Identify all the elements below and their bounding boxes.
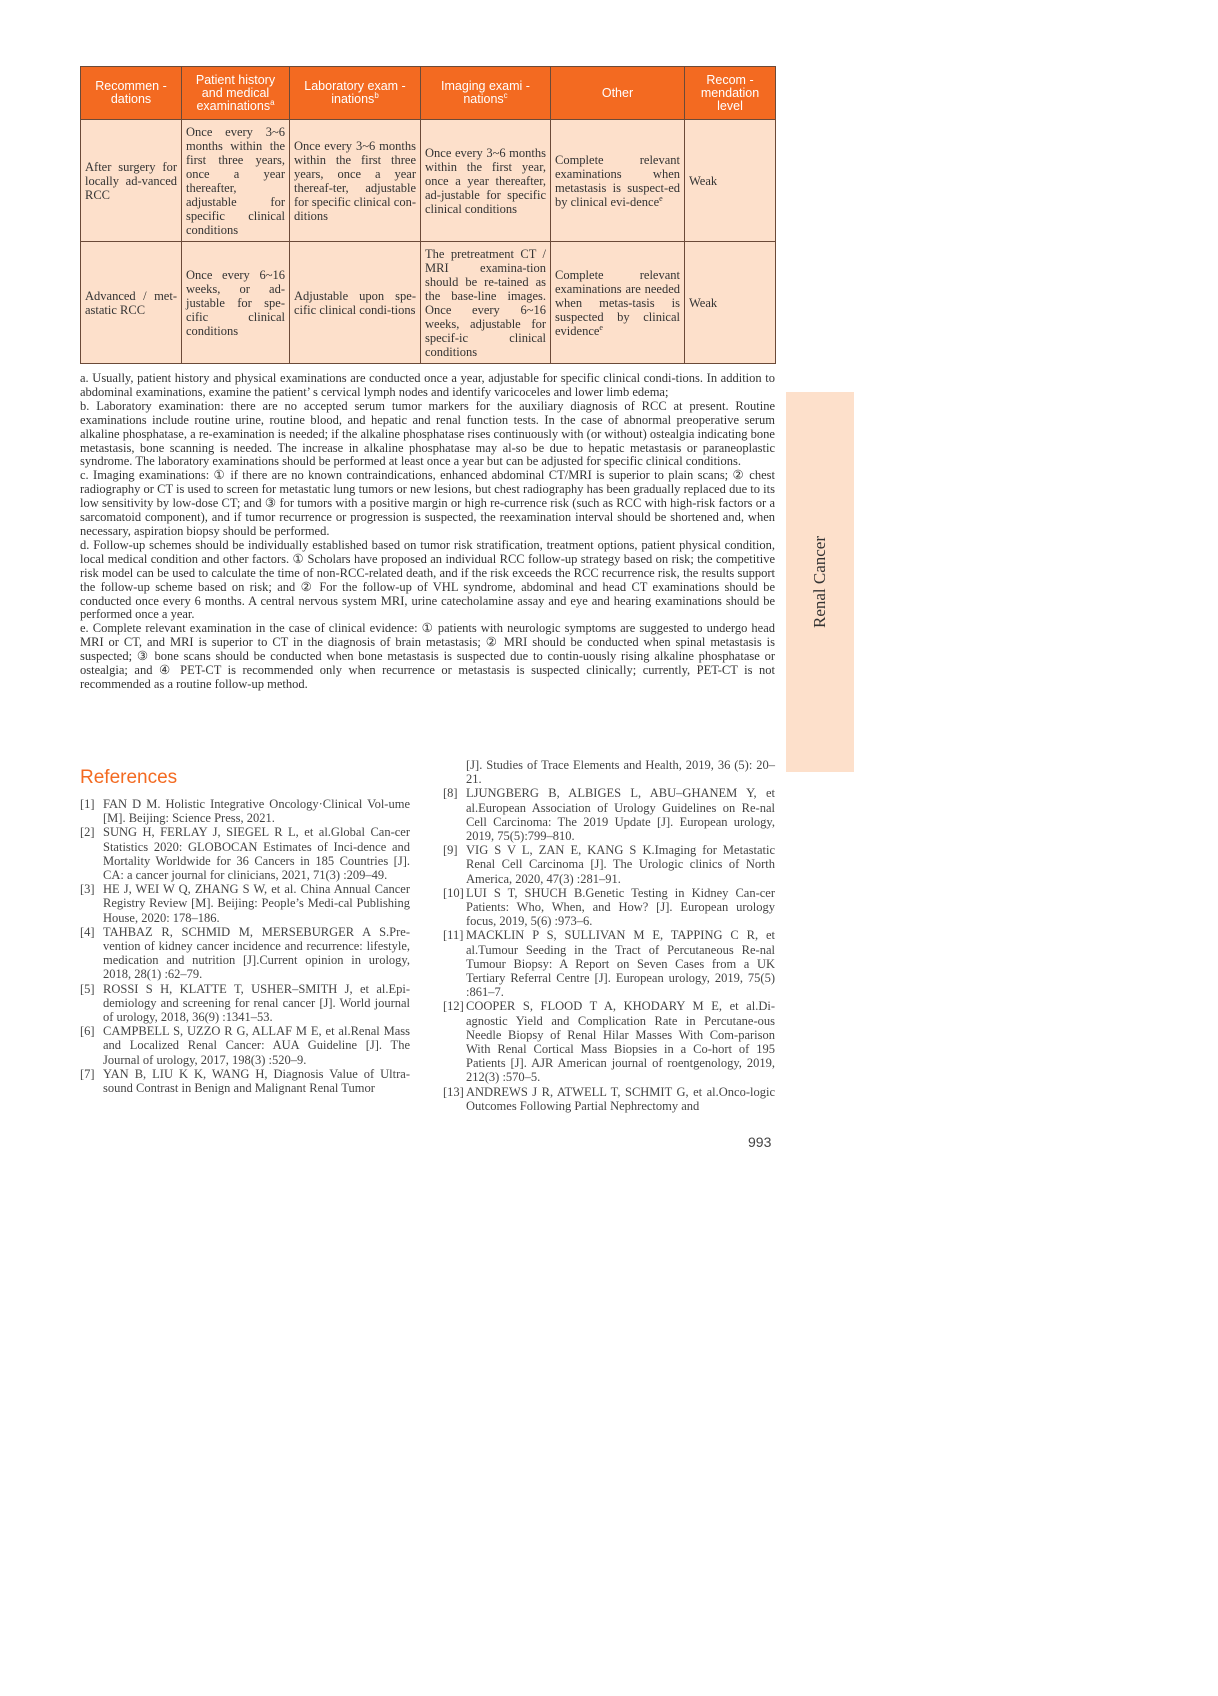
note-c: c. Imaging examinations: ① if there are no known contraindications, enhanced abdominal CT/MRI is superior to plain scans; ② chest radiography or CT is used to screen for metastatic lung tumors or new lesions, but chest radiography has been gradually replaced due to its low sensitivity by low-dose CT; and ③ for tumors with a positive margin or high re-currence risk (such as RCC with high-risk factors or a sarcomatoid component), and if tumor recurrence or progression is suspected, the reexamination interval should be shortened and, when necessary, aspiration biopsy should be performed. xyxy=(80,468,775,538)
references-heading: References xyxy=(80,767,178,788)
cell-recommendation: Advanced / met-astatic RCC xyxy=(81,242,182,364)
reference-item: [1] FAN D M. Holistic Integrative Oncology·Clinical Vol-ume [M]. Beijing: Science Press, 2021. xyxy=(80,797,410,826)
header-patient-history: Patient history and medical examinations$^a$ xyxy=(182,67,290,120)
reference-item: [4] TAHBAZ R, SCHMID M, MERSEBURGER A S.Pre-vention of kidney cancer incidence and recurrence: lifestyle, medication and nutrition [J].Current opinion in urology, 2018, 28(1) :62–79. xyxy=(80,924,410,982)
table-notes xyxy=(80,372,775,692)
reference-item: [2] SUNG H, FERLAY J, SIEGEL R L, et al.Global Can-cer Statistics 2020: GLOBOCAN Estimates of Inci-dence and Mortality Worldwide for 36 Cancers in 185 Countries [J]. CA: a cancer journal for clinicians, 2021, 71(3) :209–49. xyxy=(80,825,410,883)
note-b: b. Laboratory examination: there are no accepted serum tumor markers for the auxiliary diagnosis of RCC at present. Routine examinations include routine urine, routine blood, and hepatic and renal function tests. In the case of abnormal preoperative serum alkaline phosphatase, a re-examination is needed; if the alkaline phosphatase rises continuously with (or without) ostealgia indicating bone metastasis, bone scanning is needed. The increase in alkaline phosphatase may al-so be due to hepatic metastasis or paraneoplastic syndrome. The laboratory examinations should be performed at least once a year but can be adjusted for specific clinical conditions. xyxy=(80,398,775,469)
table-row xyxy=(81,242,776,364)
references-left-column xyxy=(80,797,410,1095)
note-d: d. Follow-up schemes should be individually established based on tumor risk stratification, treatment options, patient physical condition, local medical condition and other factors. ① Scholars have proposed an individual RCC follow-up strategy based on risk; the competitive risk model can be used to calculate the time of non-RCC-related death, and if the risk exceeds the RCC recurrence risk, the results support the follow-up scheme based on risk; and ② For the follow-up of VHL syndrome, abdominal and head CT examinations should be conducted once every 6 months. A central nervous system MRI, urine catecholamine assay and eye and hearing examinations should be performed once a year. xyxy=(80,537,775,622)
reference-item: [10] LUI S T, SHUCH B.Genetic Testing in Kidney Can-cer Patients: Who, When, and How? [J]. European urology focus, 2019, 5(6) :973–6. xyxy=(443,885,775,929)
note-a: a. Usually, patient history and physical examinations are conducted once a year, adjustable for specific clinical condi-tions. In addition to abdominal examinations, examine the patient’ s cervical lymph nodes and identify varicoceles and lower limb edema; xyxy=(80,371,775,399)
page-number: 993 xyxy=(748,1134,772,1150)
cell-history: Once every 3~6 months within the first three years, once a year thereafter, adjustable for specific clinical conditions xyxy=(182,120,290,242)
cell-imaging: The pretreatment CT / MRI examina-tion should be re-tained as the base-line images. Once every 6~16 weeks, adjustable for specif-ic clinical conditions xyxy=(421,242,551,364)
side-title-wrap xyxy=(786,392,854,772)
reference-item: [3] HE J, WEI W Q, ZHANG S W, et al. China Annual Cancer Registry Review [M]. Beijing: People’s Medi-cal Publishing House, 2020: 178–186. xyxy=(80,882,410,925)
reference-item: [12] COOPER S, FLOOD T A, KHODARY M E, et al.Di-agnostic Yield and Complication Rate in Percutane-ous Needle Biopsy of Renal Hilar Masses With Com-parison With Renal Cortical Mass Biopsies in a Co-hort of 195 Patients [J]. AJR American journal of roentgenology, 2019, 212(3) :570–5. xyxy=(443,999,775,1085)
note-e: e. Complete relevant examination in the case of clinical evidence: ① patients with neurologic symptoms are suggested to undergo head MRI or CT, and MRI is superior to CT in the diagnosis of brain metastasis; ② MRI should be conducted when spinal metastasis is suspected; ③ bone scans should be conducted when bone metastasis is suspected due to contin-uously rising alkaline phosphatase or ostealgia; and ④ PET-CT is recommended only when recurrence or metastasis is suspected clinically; currently, PET-CT is not recommended as a routine follow-up method. xyxy=(80,621,775,691)
table-row xyxy=(81,120,776,242)
reference-item: [8] LJUNGBERG B, ALBIGES L, ABU–GHANEM Y, et al.European Association of Urology Guidelines on Re-nal Cell Carcinoma: The 2019 Update [J]. European urology, 2019, 75(5):799–810. xyxy=(443,786,775,844)
header-other: Other xyxy=(551,67,685,120)
header-imaging: Imaging exami -nations$^c$ xyxy=(421,67,551,120)
side-title: Renal Cancer xyxy=(810,535,830,629)
reference-item: [5] ROSSI S H, KLATTE T, USHER–SMITH J, et al.Epi-demiology and screening for renal cancer [J]. World journal of urology, 2018, 36(9) :1341–53. xyxy=(80,981,410,1025)
follow-up-table xyxy=(80,66,776,364)
cell-level: Weak xyxy=(685,120,776,242)
cell-other: Complete relevant examinations when metastasis is suspect-ed by clinical evi-dence$^e$ xyxy=(551,120,685,242)
reference-item: [7] YAN B, LIU K K, WANG H, Diagnosis Value of Ultra-sound Contrast in Benign and Malignant Renal Tumor xyxy=(80,1066,410,1096)
header-level: Recom -mendation level xyxy=(685,67,776,120)
side-band xyxy=(786,392,854,772)
cell-other: Complete relevant examinations are needed when metas-tasis is suspected by clinical evidence$^e$ xyxy=(551,242,685,364)
reference-item: [13] ANDREWS J R, ATWELL T, SCHMIT G, et al.Onco-logic Outcomes Following Partial Nephrectomy and xyxy=(443,1084,775,1113)
cell-history: Once every 6~16 weeks, or ad-justable for spe-cific clinical conditions xyxy=(182,242,290,364)
reference-item: [9] VIG S V L, ZAN E, KANG S K.Imaging for Metastatic Renal Cell Carcinoma [J]. The Urologic clinics of North America, 2020, 47(3) :281–91. xyxy=(443,843,775,886)
cell-lab: Once every 3~6 months within the first three years, once a year thereaf-ter, adjustable for specific clinical con-ditions xyxy=(290,120,421,242)
cell-lab: Adjustable upon spe-cific clinical condi-tions xyxy=(290,242,421,364)
reference-item: [11] MACKLIN P S, SULLIVAN M E, TAPPING C R, et al.Tumour Seeding in the Tract of Percutaneous Re-nal Tumour Biopsy: A Report on Seven Cases from a UK Tertiary Referral Centre [J]. European urology, 2019, 75(5) :861–7. xyxy=(443,928,775,1000)
cell-imaging: Once every 3~6 months within the first year, once a year thereafter, ad-justable for specific clinical conditions xyxy=(421,120,551,242)
cell-recommendation: After surgery for locally ad-vanced RCC xyxy=(81,120,182,242)
table-header-row xyxy=(81,67,776,120)
header-laboratory: Laboratory exam -inations$^b$ xyxy=(290,67,421,120)
reference-continuation: [J]. Studies of Trace Elements and Health, 2019, 36 (5): 20–21. xyxy=(466,758,775,787)
cell-level: Weak xyxy=(685,242,776,364)
reference-item: [6] CAMPBELL S, UZZO R G, ALLAF M E, et al.Renal Mass and Localized Renal Cancer: AUA Guideline [J]. The Journal of urology, 2017, 198(3) :520–9. xyxy=(80,1024,410,1067)
references-right-column xyxy=(443,758,775,1113)
header-recommendations: Recommen -dations xyxy=(81,67,182,120)
